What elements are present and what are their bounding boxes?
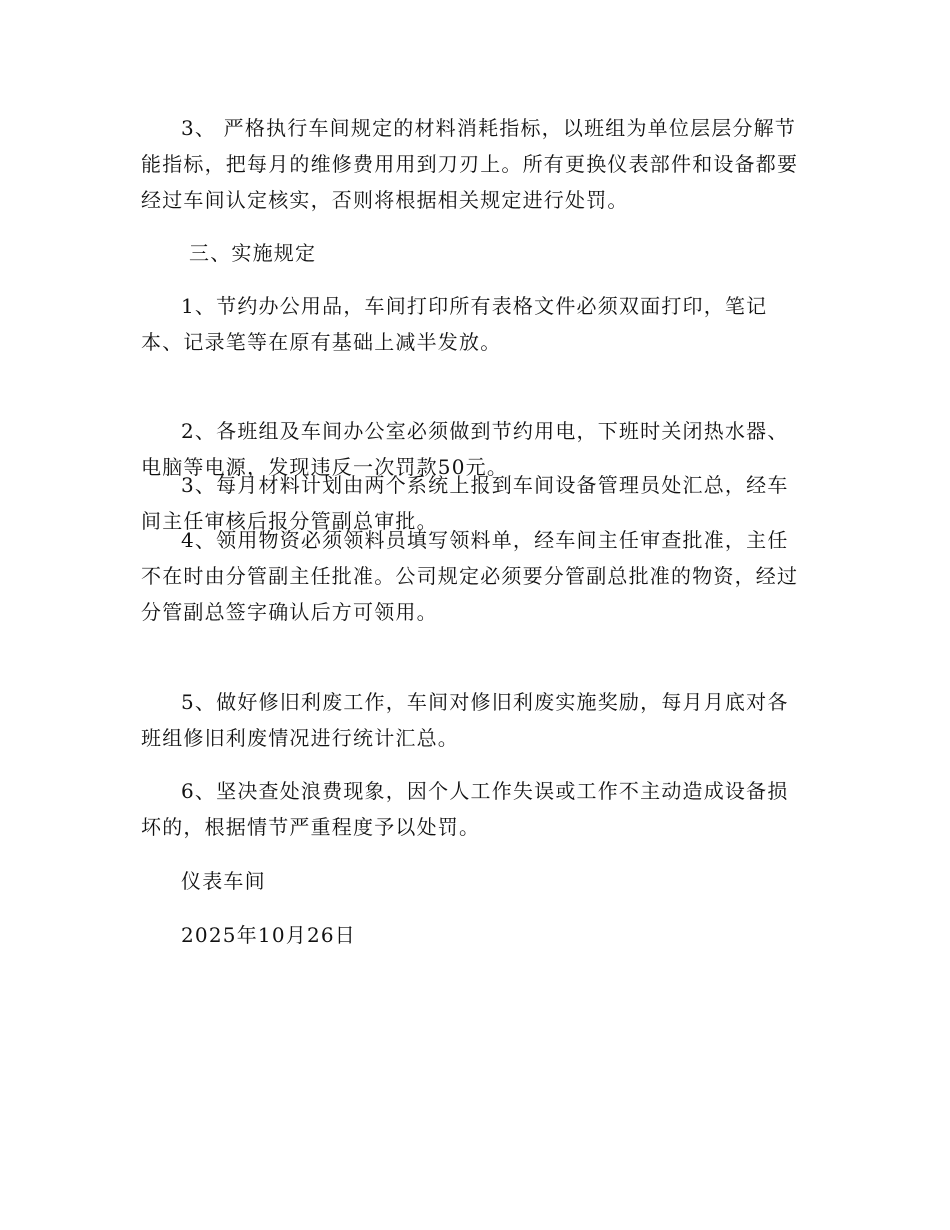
signature-date: 2025年10月26日 <box>181 923 356 947</box>
paragraph-repair-reuse: 5、做好修旧利废工作，车间对修旧利废实施奖励，每月月底对各班组修旧利废情况进行统计汇总。 <box>141 690 789 750</box>
paragraph-material-consumption: 3、 严格执行车间规定的材料消耗指标，以班组为单位层层分解节能指标，把每月的维修费用用到刀刃上。所有更换仪表部件和设备都要经过车间认定核实，否则将根据相关规定进行处罚。 <box>141 116 799 212</box>
paragraph-waste-penalty: 6、坚决查处浪费现象，因个人工作失误或工作不主动造成设备损坏的，根据情节严重程度予以处罚。 <box>141 779 789 839</box>
paragraph-material-plan: 3、每月材料计划由两个系统上报到车间设备管理员处汇总，经车间主任审核后报分管副总审批。 <box>141 473 789 533</box>
paragraph-electricity: 2、各班组及车间办公室必须做到节约用电，下班时关闭热水器、电脑等电源，发现违反一次罚款50元。 <box>141 419 789 479</box>
paragraph-office-supplies: 1、节约办公用品，车间打印所有表格文件必须双面打印，笔记本、记录笔等在原有基础上减半发放。 <box>141 294 768 354</box>
section-heading-implementation: 三、实施规定 <box>189 241 317 265</box>
paragraph-material-requisition: 4、领用物资必须领料员填写领料单，经车间主任审查批准，主任不在时由分管副主任批准。公司规定必须要分管副总批准的物资，经过分管副总签字确认后方可领用。 <box>141 528 799 624</box>
signature-department: 仪表车间 <box>181 869 266 893</box>
